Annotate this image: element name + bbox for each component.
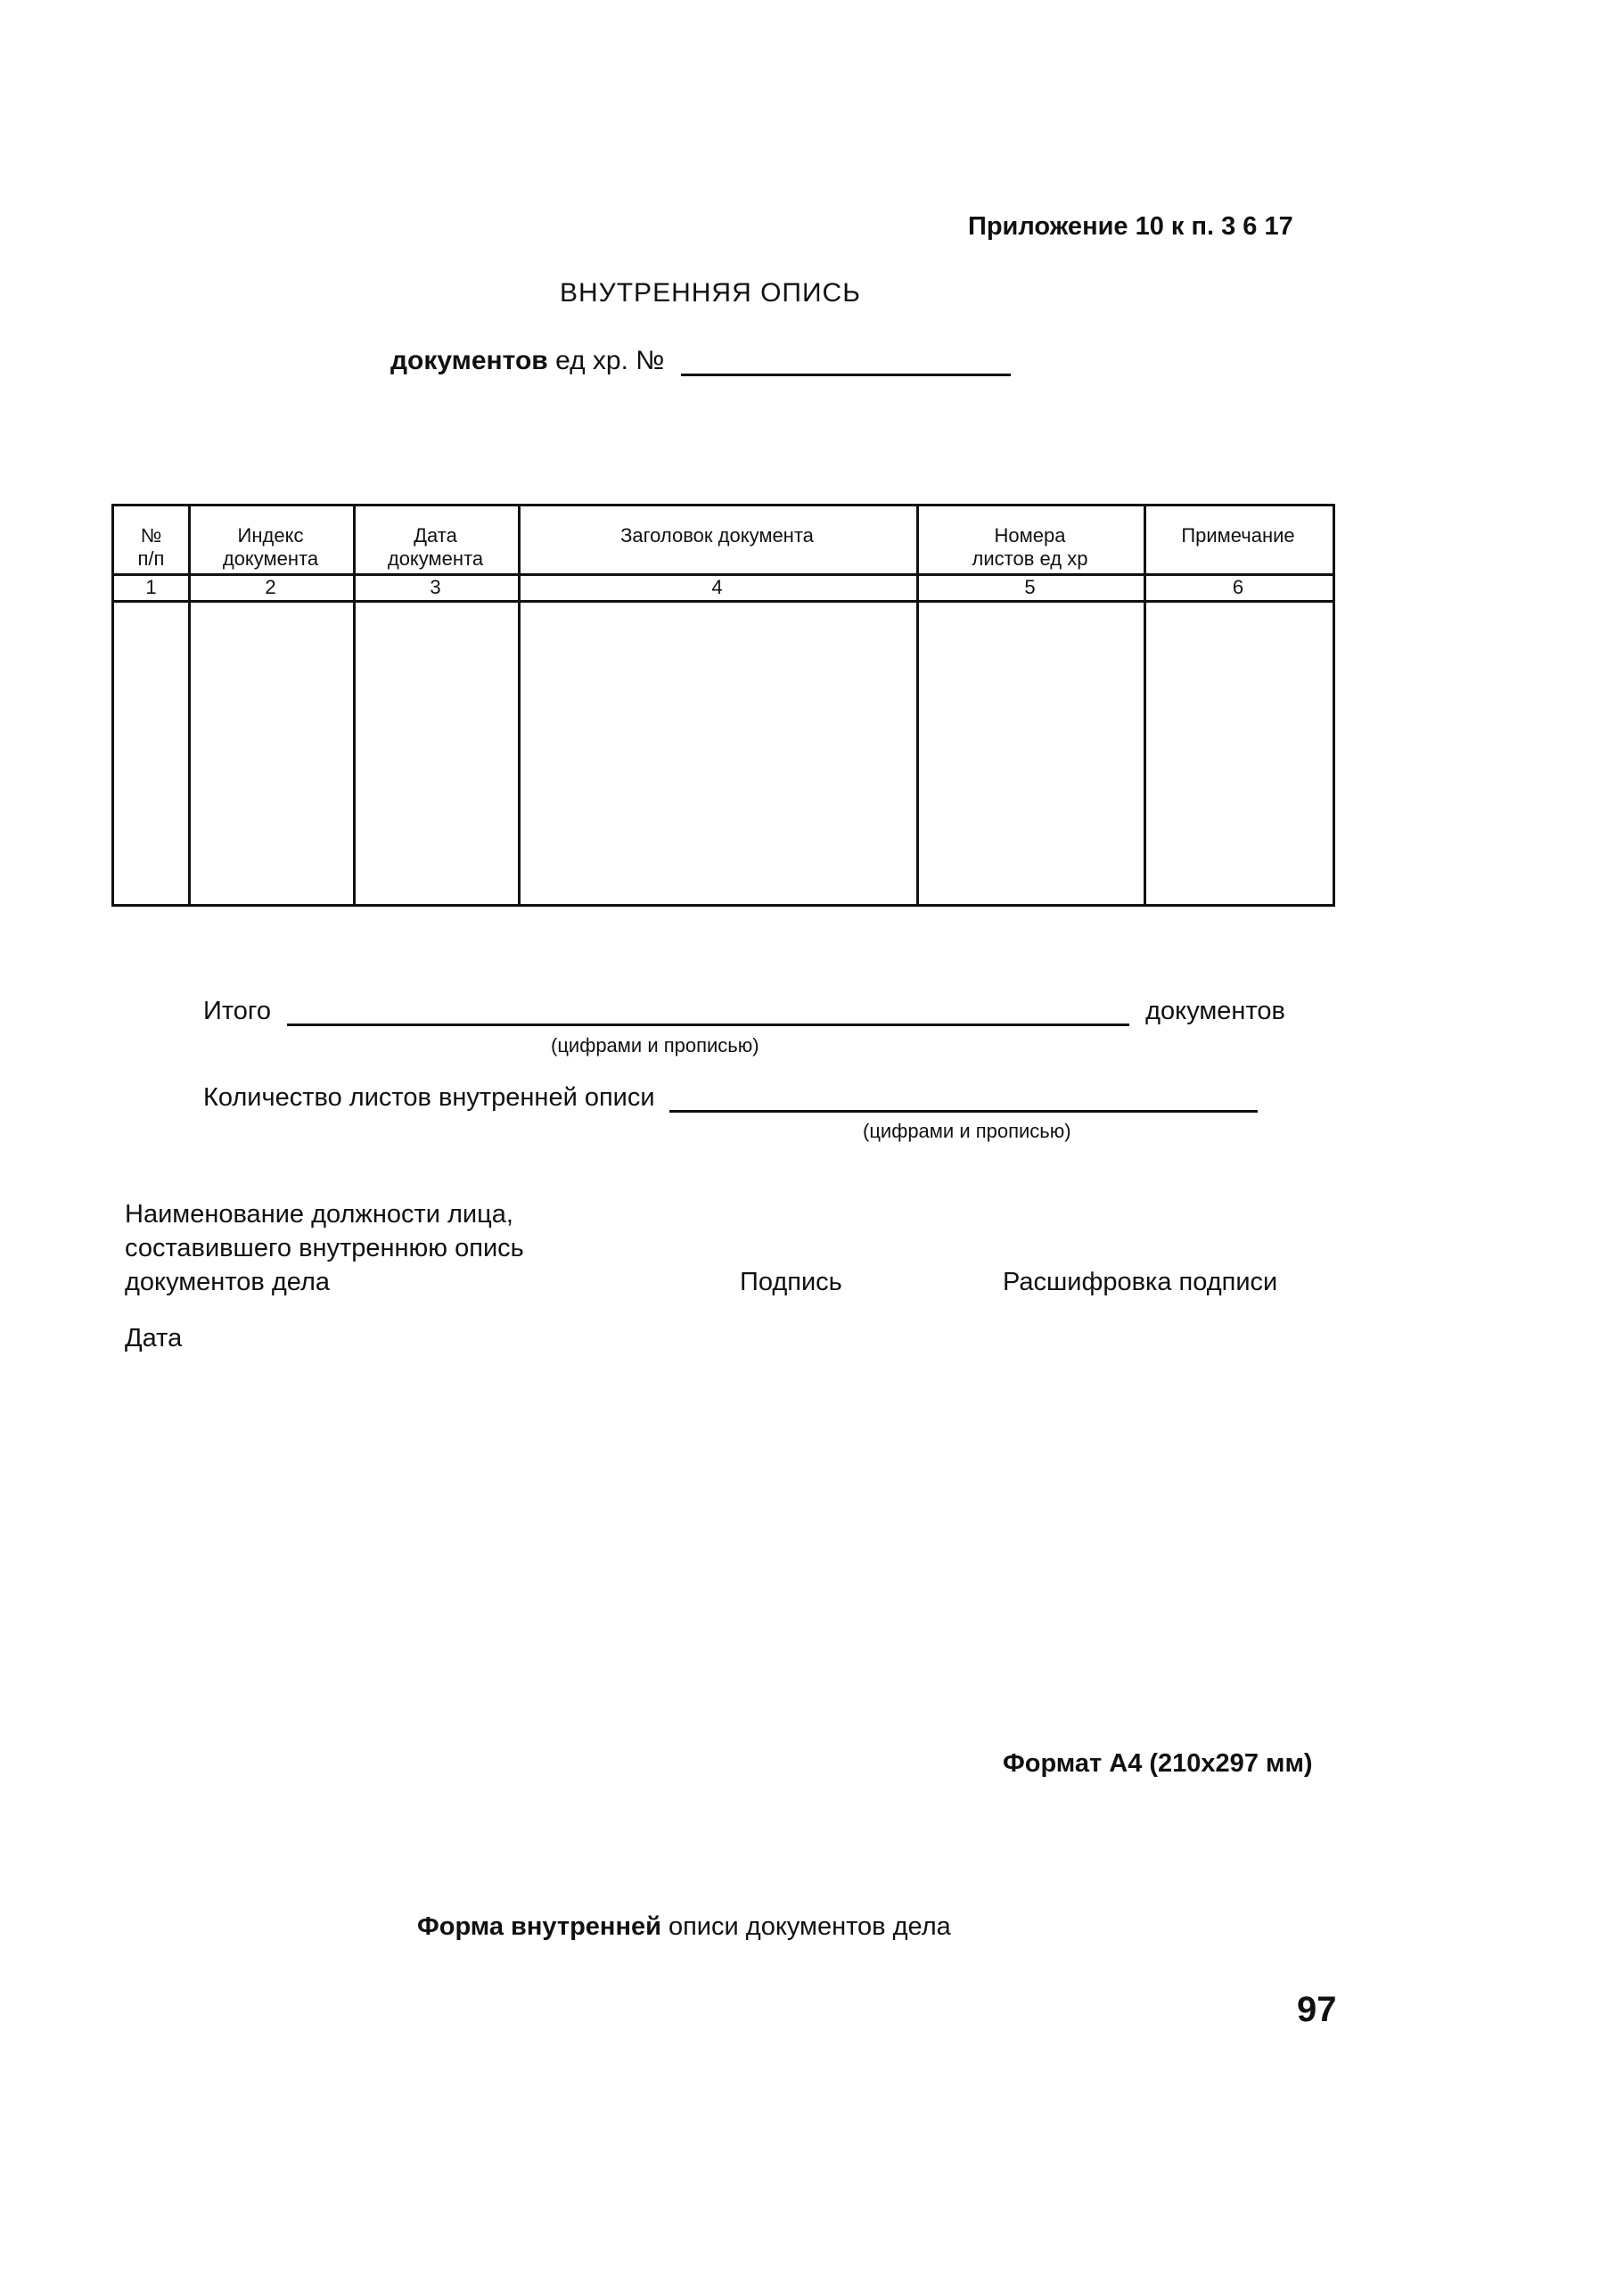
column-header-date — [353, 524, 518, 571]
caption-rest: описи документов дела — [660, 1912, 951, 1941]
column-header-title — [518, 524, 916, 547]
header-line: Заголовок документа — [620, 524, 814, 547]
total-hint: (цифрами и прописью) — [551, 1034, 759, 1056]
total-label: Итого — [203, 997, 271, 1025]
column-divider — [518, 506, 521, 904]
page-number: 97 — [1297, 1990, 1337, 2029]
header-line: п/п — [137, 547, 165, 570]
header-line: № — [140, 524, 162, 547]
position-label — [125, 1197, 524, 1299]
column-divider — [1144, 506, 1146, 904]
unit-number-field[interactable] — [681, 349, 1011, 376]
column-number: 6 — [1232, 576, 1244, 598]
column-header-sheets — [916, 524, 1144, 571]
column-number: 4 — [711, 576, 723, 598]
form-subtitle — [390, 346, 1011, 376]
column-header-note — [1144, 524, 1333, 547]
format-note: Формат А4 (210x297 мм) — [1003, 1749, 1313, 1778]
inventory-table — [111, 504, 1335, 907]
sheets-label: Количество листов внутренней описи — [203, 1083, 655, 1112]
caption-bold: Форма внутренней — [417, 1912, 661, 1941]
header-line: листов ед хр — [972, 547, 1088, 570]
column-number: 2 — [265, 576, 276, 598]
subtitle-bold: документов — [390, 346, 548, 375]
header-line: документа — [387, 547, 484, 570]
header-line: Номера — [994, 524, 1066, 547]
signature-label: Подпись — [740, 1268, 842, 1296]
date-label: Дата — [125, 1324, 183, 1352]
total-suffix: документов — [1145, 997, 1285, 1025]
header-line: Примечание — [1181, 524, 1295, 547]
total-row — [203, 997, 1285, 1026]
position-line: документов дела — [125, 1268, 331, 1296]
total-field[interactable] — [287, 999, 1129, 1026]
header-line: документа — [222, 547, 319, 570]
header-line: Дата — [414, 524, 457, 547]
column-number: 3 — [430, 576, 441, 598]
column-number: 5 — [1024, 576, 1036, 598]
appendix-reference: Приложение 10 к п. 3 6 17 — [968, 212, 1293, 241]
signature-decoding-label: Расшифровка подписи — [1003, 1268, 1278, 1296]
number-row-divider — [114, 600, 1333, 603]
form-title: ВНУТРЕННЯЯ ОПИСЬ — [560, 278, 861, 308]
column-header-number — [114, 524, 188, 571]
position-line: составившего внутреннюю опись — [125, 1234, 524, 1262]
form-caption — [417, 1912, 951, 1942]
sheets-row — [203, 1083, 1258, 1113]
sheets-field[interactable] — [669, 1085, 1258, 1113]
subtitle-rest: ед хр. № — [547, 346, 665, 375]
sheets-hint: (цифрами и прописью) — [863, 1120, 1071, 1142]
position-line: Наименование должности лица, — [125, 1200, 513, 1229]
column-header-index — [188, 524, 353, 571]
header-line: Индекс — [237, 524, 304, 547]
column-number: 1 — [145, 576, 157, 598]
